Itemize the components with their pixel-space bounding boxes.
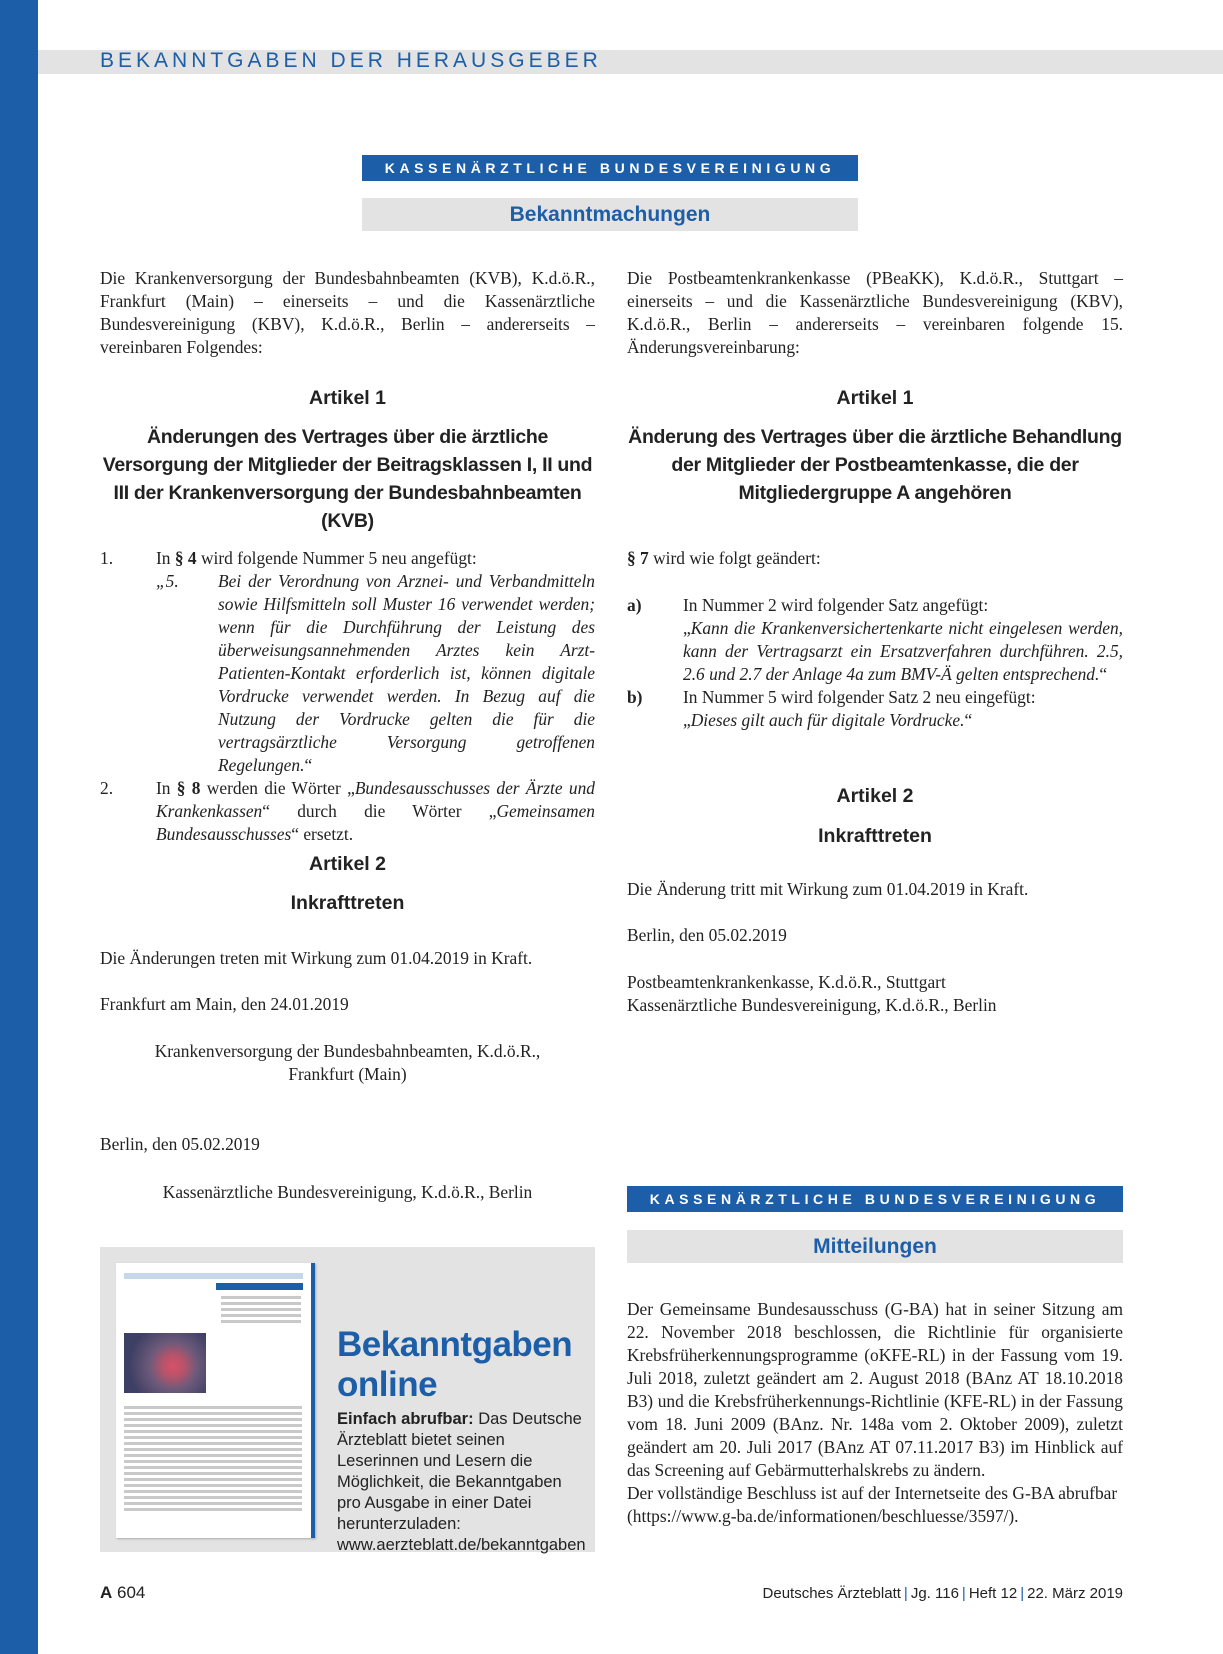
item-text: “ ersetzt. [291, 824, 354, 844]
paragraph-ref: § 7 [627, 548, 649, 568]
journal-volume: Jg. 116 [910, 1585, 959, 1602]
list-item [627, 686, 1123, 732]
item-text: In [156, 778, 177, 798]
item-label: b) [627, 687, 643, 707]
signature-line: Postbeamtenkrankenkasse, K.d.ö.R., Stuttgart [627, 972, 946, 992]
item-text: In [156, 548, 175, 568]
quote-open: „ [683, 618, 691, 638]
section-subtitle: Bekanntmachungen [362, 198, 858, 231]
signature-line: Kassenärztliche Bundesvereinigung, K.d.ö.R., Berlin [627, 995, 997, 1015]
quote-open: „ [683, 710, 691, 730]
paragraph-ref: § 8 [176, 778, 201, 798]
ad-text [337, 1409, 587, 1556]
ad-title-line: online [337, 1365, 438, 1404]
skin-photo-thumbnail [124, 1333, 206, 1393]
left-signature-2: Kassenärztliche Bundesvereinigung, K.d.ö.R., Berlin [162, 1182, 533, 1202]
left-signature-1 [100, 1040, 595, 1086]
right-item-list [627, 594, 1123, 732]
quoted-term: Bundesausschusses der Ärzte und Krankenkassen [156, 778, 595, 821]
item-text: “ durch die Wörter „ [262, 801, 497, 821]
ad-title [337, 1325, 572, 1405]
section-title: BEKANNTGABEN DER HERAUSGEBER [100, 49, 602, 72]
right-art2-title: Inkrafttreten [818, 825, 932, 847]
left-place-date-1: Frankfurt am Main, den 24.01.2019 [100, 994, 349, 1014]
quote-number: „5. [156, 571, 179, 591]
page-number-value: 604 [117, 1583, 146, 1602]
quoted-term: Gemeinsamen Bundesausschusses [156, 801, 595, 844]
quote-text: Bei der Verordnung von Arznei- und Verbandmitteln sowie Hilfsmitteln soll Muster 16 verwendet werden; wenn für die Durchführung der Leistung des überweisungsannehmenden Arztes kein Arzt-Patienten-Kontakt erforderlich ist, können digitale Vordrucke verwendet werden. In Bezug auf die Nutzung der Vordrucke gelten die für die vertragsärztliche Versorgung getroffenen Regelungen. [218, 571, 595, 775]
ad-lead: Einfach abrufbar: [337, 1410, 474, 1428]
left-place-date-2: Berlin, den 05.02.2019 [100, 1134, 260, 1154]
journal-issue: Heft 12 [968, 1585, 1018, 1602]
journal-footer: Deutsches Ärzteblatt | Jg. 116 | Heft 12 | 22. März 2019 [762, 1585, 1123, 1602]
right-intro: Die Postbeamtenkrankenkasse (PBeaKK), K.d.ö.R., Stuttgart – einerseits – und die Kassenärztliche Bundesvereinigung (KBV), K.d.ö.R., Berlin – andererseits – vereinbaren folgende 15. Änderungsvereinbarung: [627, 268, 1123, 357]
right-art1-label: Artikel 1 [836, 387, 914, 409]
left-art2-title: Inkrafttreten [290, 892, 405, 914]
item-number: 1. [100, 548, 114, 568]
mitteilungen-paragraph: Der Gemeinsame Bundesausschuss (G-BA) hat in seiner Sitzung am 22. November 2018 beschlossen, die Richtlinie für organisierte Krebsfrüherkennungsprogramme (oKFE-RL) in der Fassung vom 19. Juli 2018, zuletzt geändert am 2. August 2018 (BAnz AT 18.10.2018 B3) und die Krebsfrüherkennungs-Richtlinie (KFE-RL) in der Fassung vom 18. Juni 2009 (BAnz. Nr. 148a vom 2. Oktober 2009), zuletzt geändert am 20. Juli 2017 (BAnz AT 07.11.2017 B3) im Hinblick auf das Screening auf Gebärmutterhalskrebs zu ändern. [627, 1299, 1123, 1480]
quote-block [100, 570, 595, 777]
org-banner: KASSENÄRZTLICHE BUNDESVEREINIGUNG [362, 155, 858, 181]
quote-close: “ [304, 755, 313, 775]
mitteilungen-text [627, 1298, 1123, 1528]
list-item [100, 777, 595, 846]
item-label: a) [627, 595, 642, 615]
left-art1-label: Artikel 1 [309, 387, 386, 409]
paragraph-ref: § 4 [174, 548, 197, 568]
quote-close: “ [964, 710, 973, 730]
ad-title-line: Bekanntgaben [337, 1325, 573, 1364]
right-signatures [627, 971, 1123, 1017]
left-art1-title: Änderungen des Vertrages über die ärztliche Versorgung der Mitglieder der Beitragsklassen I, II und III der Krankenversorgung der Bundesbahnbeamten (KVB) [102, 426, 593, 532]
quote-text: Kann die Krankenversichertenkarte nicht eingelesen werden, kann der Vertragsarzt ein Ersatzverfahren durchführen. 2.5, 2.6 und 2.7 der Anlage 4a zum BMV-Ä gelten entsprechend. [683, 618, 1123, 684]
page-prefix: A [100, 1583, 113, 1602]
signature-line: Krankenversorgung der Bundesbahnbeamten, K.d.ö.R., [154, 1041, 541, 1061]
mitteilungen-paragraph: Der vollständige Beschluss ist auf der Internetseite des G-BA abrufbar (https://www.g-ba.de/informationen/beschluesse/3597/). [627, 1483, 1118, 1526]
journal-name: Deutsches Ärzteblatt [762, 1585, 901, 1602]
mitteilungen-org-banner: KASSENÄRZTLICHE BUNDESVEREINIGUNG [627, 1186, 1123, 1212]
quote-text: Dieses gilt auch für digitale Vordrucke. [690, 710, 965, 730]
left-accent-bar [0, 0, 38, 1654]
item-text: wird folgende Nummer 5 neu angefügt: [196, 548, 477, 568]
item-text: werden die Wörter „ [200, 778, 355, 798]
magazine-thumbnail [116, 1263, 315, 1538]
right-art1-title: Änderung des Vertrages über die ärztliche Behandlung der Mitglieder der Postbeamtenkasse, die der Mitgliedergruppe A angehören [628, 426, 1122, 504]
page-number [100, 1583, 145, 1603]
item-text: In Nummer 5 wird folgender Satz 2 neu eingefügt: [683, 687, 1036, 707]
signature-line: Frankfurt (Main) [288, 1064, 407, 1084]
ad-body: Das Deutsche Ärzteblatt bietet seinen Leserinnen und Lesern die Möglichkeit, die Bekanntgaben pro Ausgabe in einer Datei herunterzuladen: www.aerzteblatt.de/bekanntgaben [337, 1410, 586, 1554]
list-item [627, 594, 1123, 686]
mitteilungen-subtitle: Mitteilungen [627, 1230, 1123, 1263]
right-art2-label: Artikel 2 [836, 785, 914, 807]
journal-date: 22. März 2019 [1027, 1585, 1123, 1602]
list-item [100, 547, 595, 570]
right-art2-text: Die Änderung tritt mit Wirkung zum 01.04.2019 in Kraft. [627, 879, 1029, 899]
right-para7 [627, 547, 1123, 570]
quote-close: “ [1099, 664, 1108, 684]
left-art2-text: Die Änderungen treten mit Wirkung zum 01.04.2019 in Kraft. [100, 948, 533, 968]
right-place-date: Berlin, den 05.02.2019 [627, 925, 787, 945]
left-intro: Die Krankenversorgung der Bundesbahnbeamten (KVB), K.d.ö.R., Frankfurt (Main) – einerseits – und die Kassenärztliche Bundesvereinigung (KBV), K.d.ö.R., Berlin – andererseits – vereinbaren Folgendes: [100, 268, 595, 357]
left-art2-label: Artikel 2 [309, 853, 386, 875]
left-item-list [100, 547, 595, 846]
item-text: In Nummer 2 wird folgender Satz angefügt: [683, 595, 989, 615]
item-text: wird wie folgt geändert: [648, 548, 821, 568]
item-number: 2. [100, 778, 114, 798]
